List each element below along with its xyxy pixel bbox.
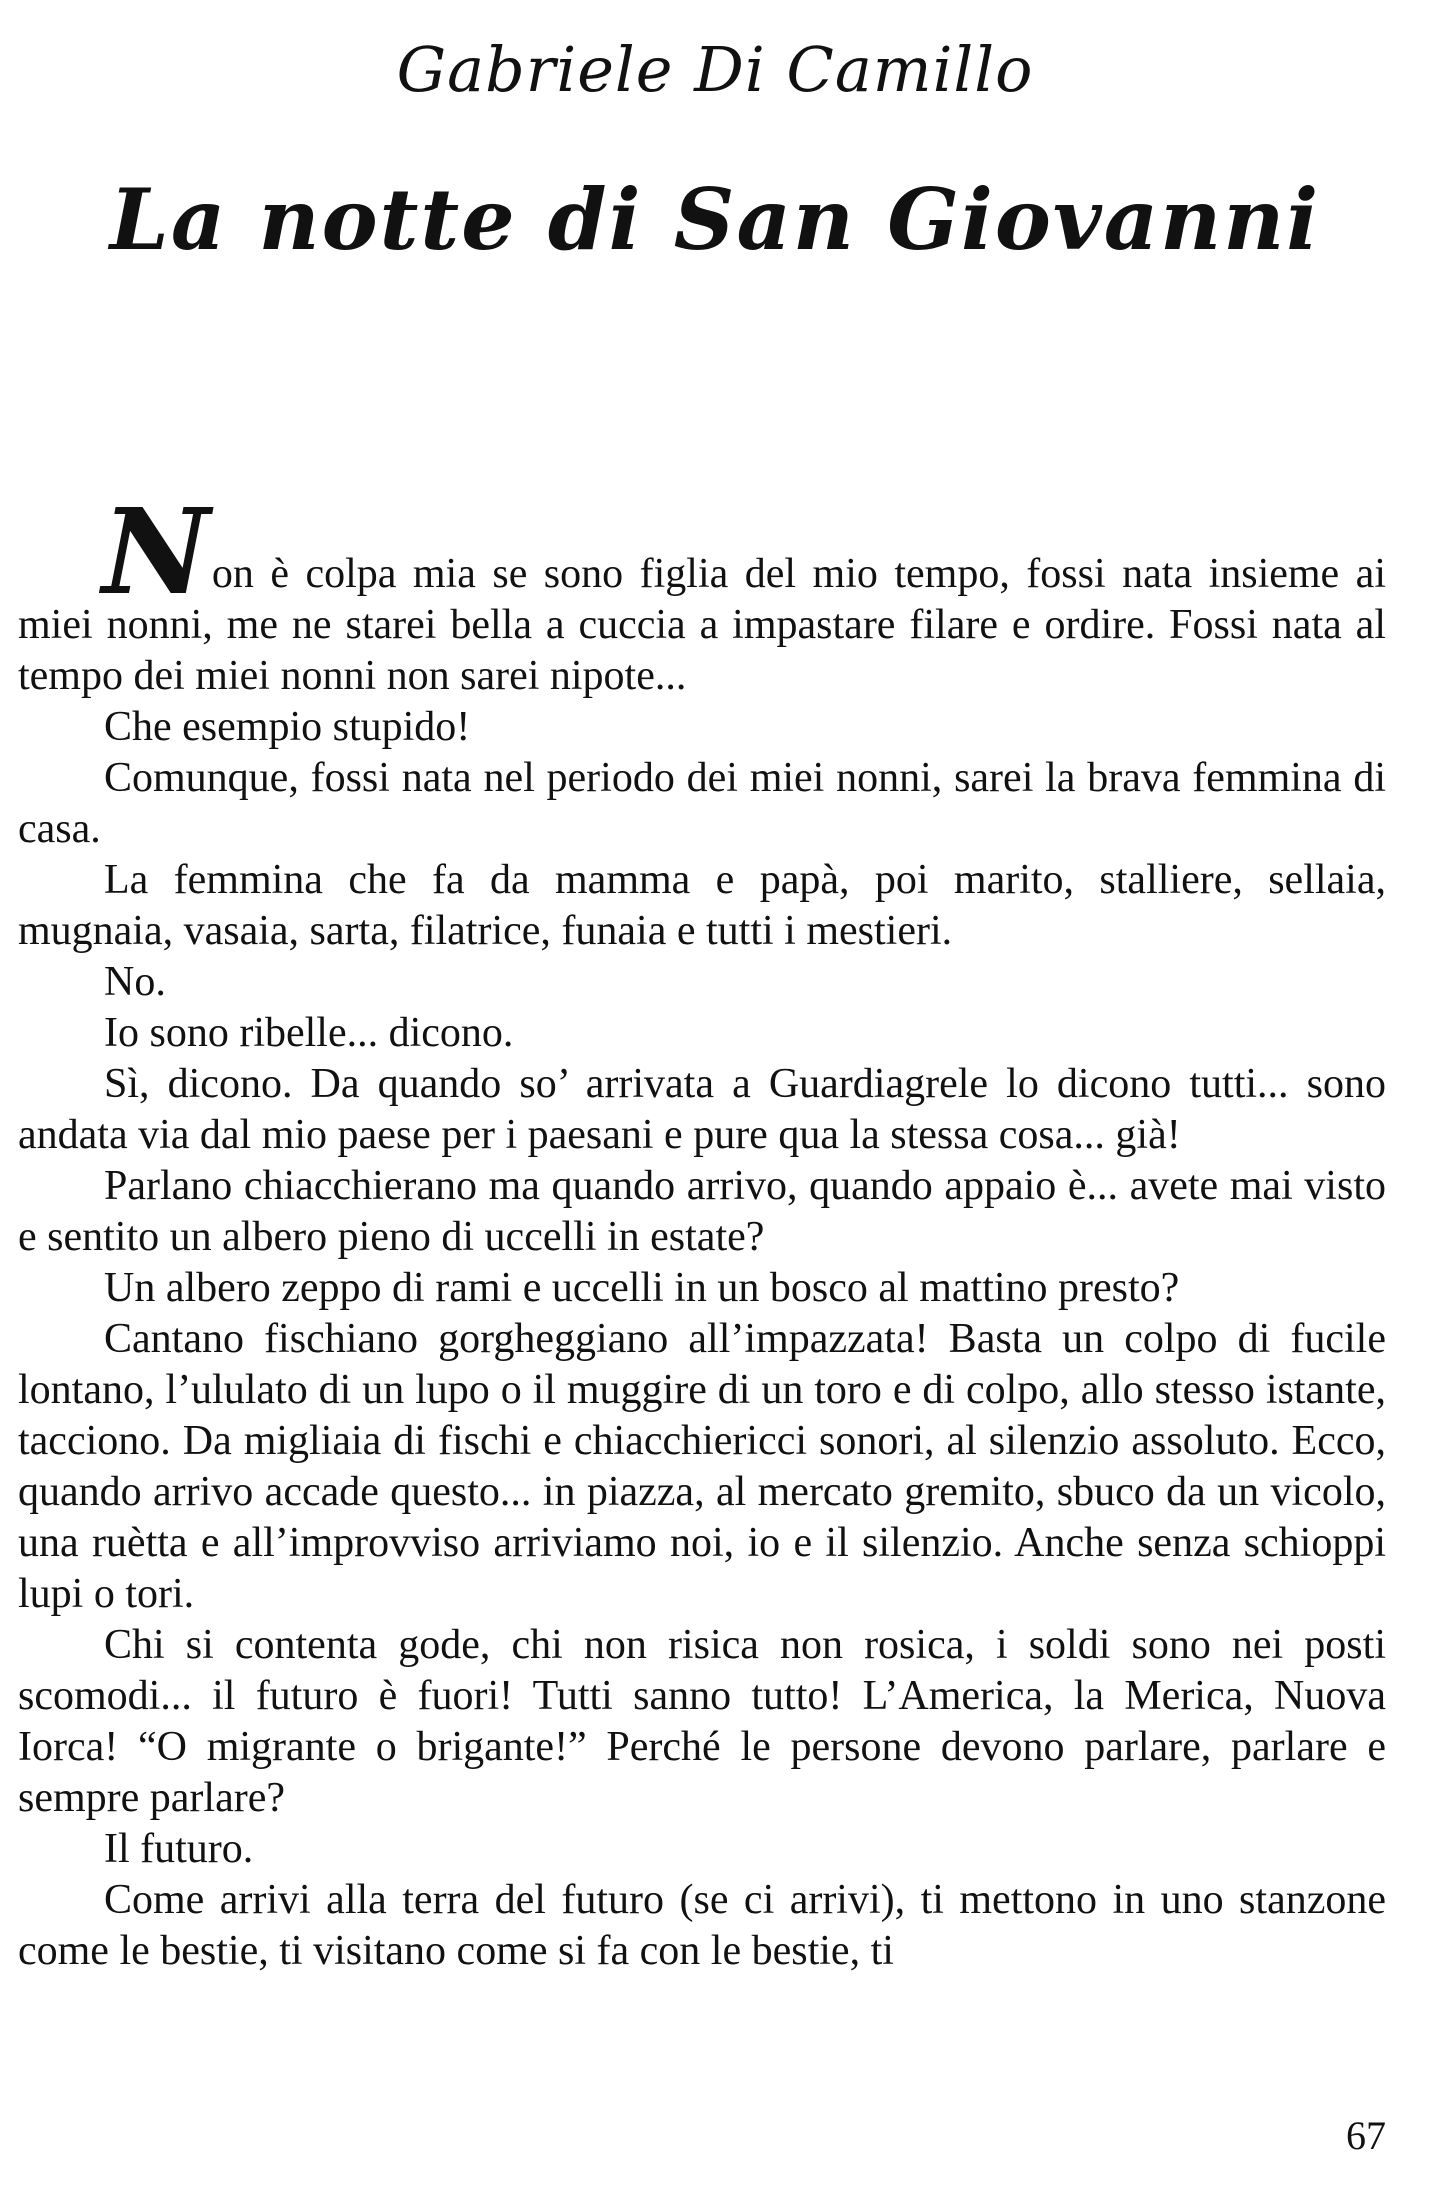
drop-cap: N bbox=[102, 482, 210, 621]
story-body bbox=[18, 482, 1386, 1977]
first-paragraph-text: on è colpa mia se sono figlia del mio tempo, fossi nata insieme ai miei nonni, me ne starei bella a cuccia a impastare filare e ordire. Fossi nata al tempo dei miei nonni non sarei nipote... bbox=[18, 551, 1386, 699]
page-number: 67 bbox=[1346, 2113, 1386, 2158]
paragraph: Un albero zeppo di rami e uccelli in un bosco al mattino presto? bbox=[104, 1265, 1180, 1311]
paragraph: No. bbox=[104, 959, 166, 1005]
paragraph: Chi si contenta gode, chi non risica non rosica, i soldi sono nei posti scomodi... il futuro è fuori! Tutti sanno tutto! L’America, la Merica, Nuova Iorca! “O migrante o brigante!” Perché le persone devono parlare, parlare e sempre parlare? bbox=[18, 1622, 1386, 1821]
paragraph: Comunque, fossi nata nel periodo dei miei nonni, sarei la brava femmina di casa. bbox=[18, 755, 1386, 852]
paragraph: La femmina che fa da mamma e papà, poi marito, stalliere, sellaia, mugnaia, vasaia, sarta, filatrice, funaia e tutti i mestieri. bbox=[18, 857, 1386, 954]
author-name: Gabriele Di Camillo bbox=[396, 33, 1034, 106]
paragraph-first bbox=[18, 482, 1386, 702]
paragraph: Cantano fischiano gorgheggiano all’impazzata! Basta un colpo di fucile lontano, l’ululato di un lupo o il muggire di un toro e di colpo, allo stesso istante, tacciono. Da migliaia di fischi e chiacchiericci sonori, al silenzio assoluto. Ecco, quando arrivo accade questo... in piazza, al mercato gremito, sbuco da un vicolo, una ruètta e all’improvviso arriviamo noi, io e il silenzio. Anche senza schioppi lupi o tori. bbox=[18, 1316, 1386, 1617]
paragraph: Parlano chiacchierano ma quando arrivo, quando appaio è... avete mai visto e sentito un albero pieno di uccelli in estate? bbox=[18, 1163, 1386, 1260]
paragraph: Io sono ribelle... dicono. bbox=[104, 1010, 514, 1056]
paragraph: Sì, dicono. Da quando so’ arrivata a Guardiagrele lo dicono tutti... sono andata via dal mio paese per i paesani e pure qua la stessa cosa... già! bbox=[18, 1061, 1386, 1158]
story-title: La notte di San Giovanni bbox=[109, 170, 1321, 269]
paragraph: Il futuro. bbox=[104, 1826, 254, 1872]
paragraph: Che esempio stupido! bbox=[104, 704, 471, 750]
paragraph: Come arrivi alla terra del futuro (se ci arrivi), ti mettono in uno stanzone come le bestie, ti visitano come si fa con le bestie, ti bbox=[18, 1877, 1386, 1974]
